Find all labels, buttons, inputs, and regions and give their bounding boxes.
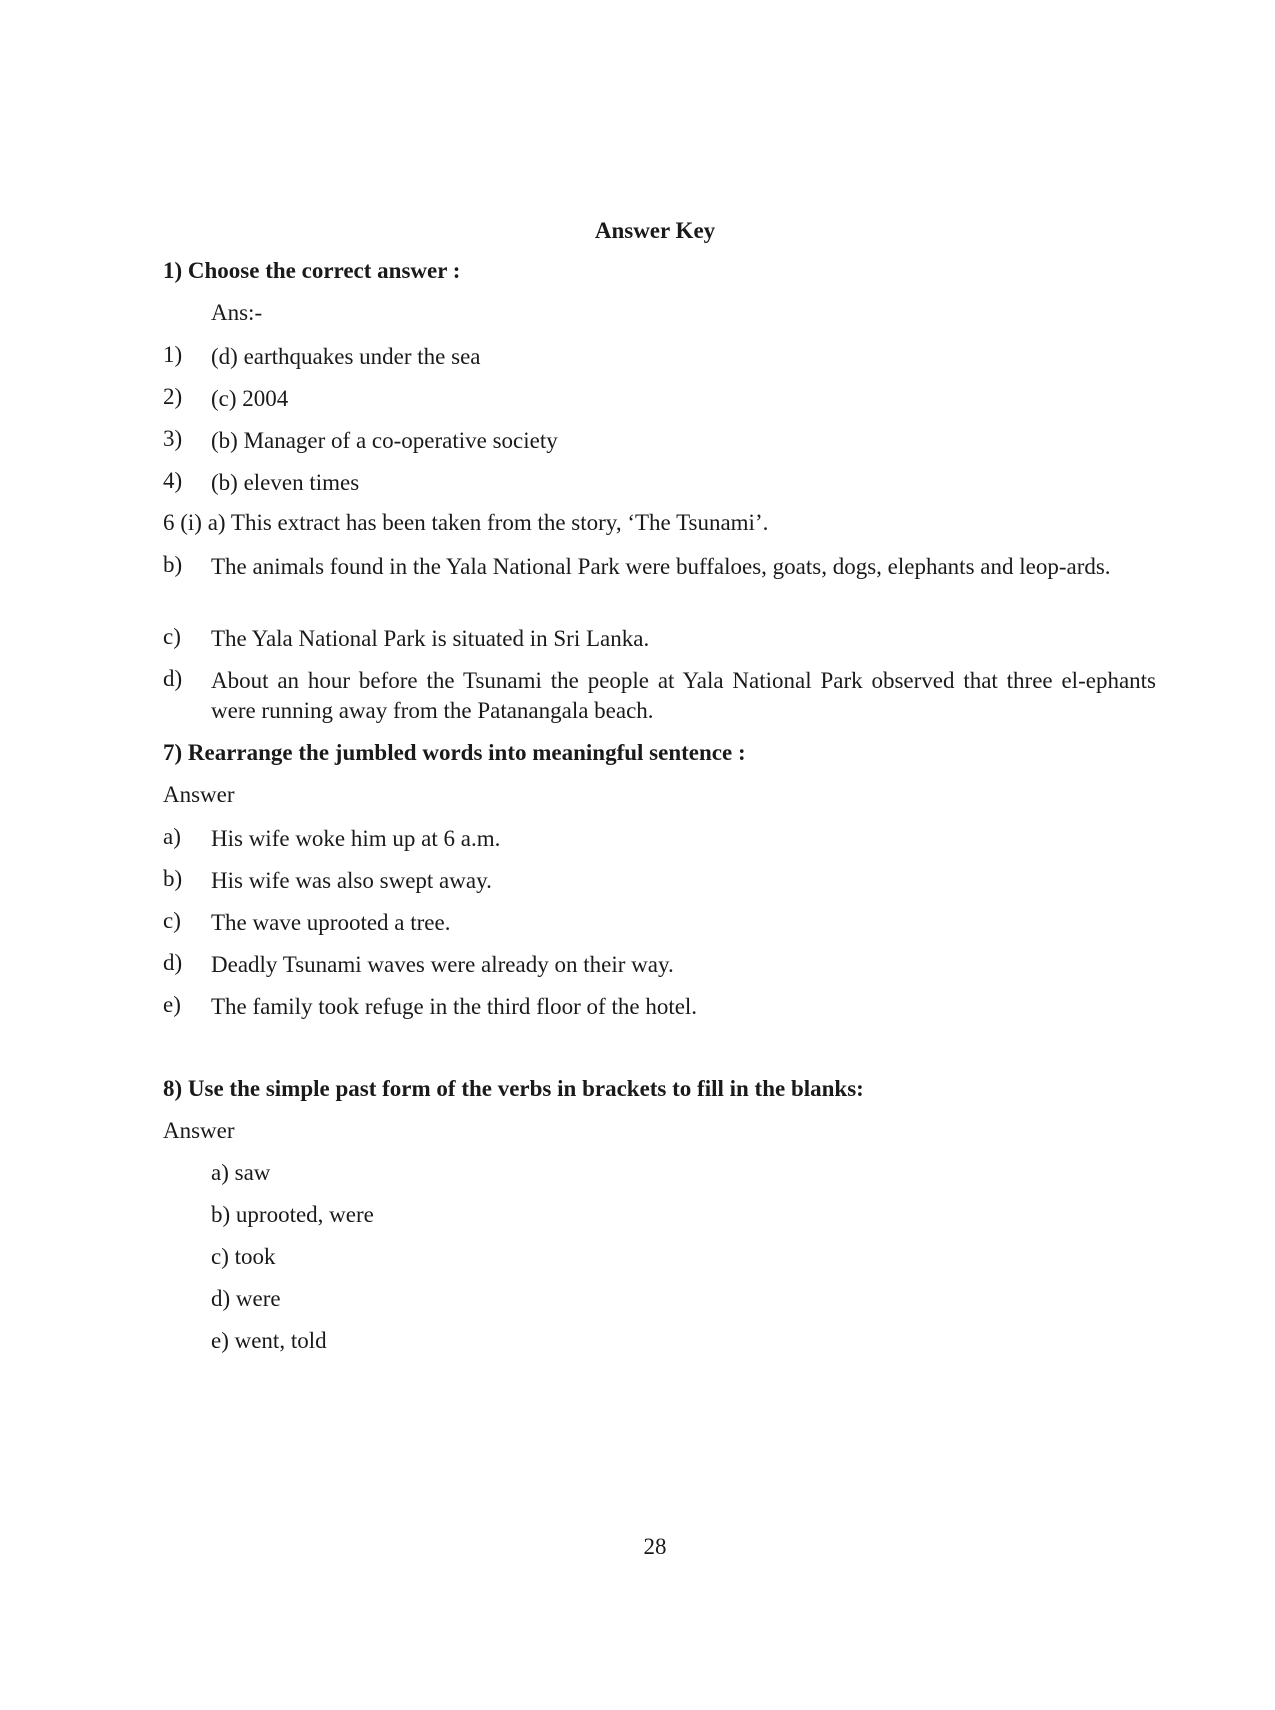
- list-item: d) were: [211, 1286, 281, 1311]
- item-label: 3): [163, 426, 183, 451]
- page-number: 28: [643, 1534, 667, 1559]
- section-8-heading: 8) Use the simple past form of the verbs in brackets to fill in the blanks:: [163, 1076, 864, 1101]
- item-text: (b) Manager of a co-operative society: [211, 428, 558, 453]
- item-text: The family took refuge in the third floor of the hotel.: [211, 994, 698, 1019]
- item-label: c): [163, 624, 181, 649]
- item-text: About an hour before the Tsunami the people at Yala National Park observed that three el-ephants were running away from the Patanangala beach.: [211, 668, 1156, 723]
- list-item: b) uprooted, were: [211, 1202, 374, 1227]
- item-label: 4): [163, 468, 183, 493]
- section-6-intro: 6 (i) a) This extract has been taken from the story, ‘The Tsunami’.: [163, 510, 769, 535]
- page-title: Answer Key: [594, 218, 716, 243]
- section-7-answer-label: Answer: [163, 782, 235, 807]
- section-1-heading: 1) Choose the correct answer :: [163, 258, 461, 283]
- item-text: The Yala National Park is situated in Sri Lanka.: [211, 626, 650, 651]
- item-label: d): [163, 950, 183, 975]
- item-text: The wave uprooted a tree.: [211, 910, 451, 935]
- item-text: (b) eleven times: [211, 470, 360, 495]
- item-label: c): [163, 908, 181, 933]
- section-7-heading: 7) Rearrange the jumbled words into meaningful sentence :: [163, 740, 746, 765]
- item-label: 2): [163, 384, 183, 409]
- item-text: (d) earthquakes under the sea: [211, 344, 481, 369]
- item-label: d): [163, 666, 183, 691]
- item-label: e): [163, 992, 181, 1017]
- section-8-answer-label: Answer: [163, 1118, 235, 1143]
- item-text: (c) 2004: [211, 386, 289, 411]
- section-1-ans-label: Ans:-: [211, 300, 263, 325]
- item-label: b): [163, 866, 183, 891]
- item-label: a): [163, 824, 181, 849]
- list-item: e) went, told: [211, 1328, 327, 1353]
- list-item: a) saw: [211, 1160, 271, 1185]
- item-text: Deadly Tsunami waves were already on their way.: [211, 952, 674, 977]
- item-label: 1): [163, 342, 183, 367]
- item-text: His wife woke him up at 6 a.m.: [211, 826, 501, 851]
- item-label: b): [163, 552, 183, 577]
- list-item: c) took: [211, 1244, 276, 1269]
- item-text: The animals found in the Yala National Park were buffaloes, goats, dogs, elephants and leop-ards.: [211, 554, 1111, 579]
- item-text: His wife was also swept away.: [211, 868, 492, 893]
